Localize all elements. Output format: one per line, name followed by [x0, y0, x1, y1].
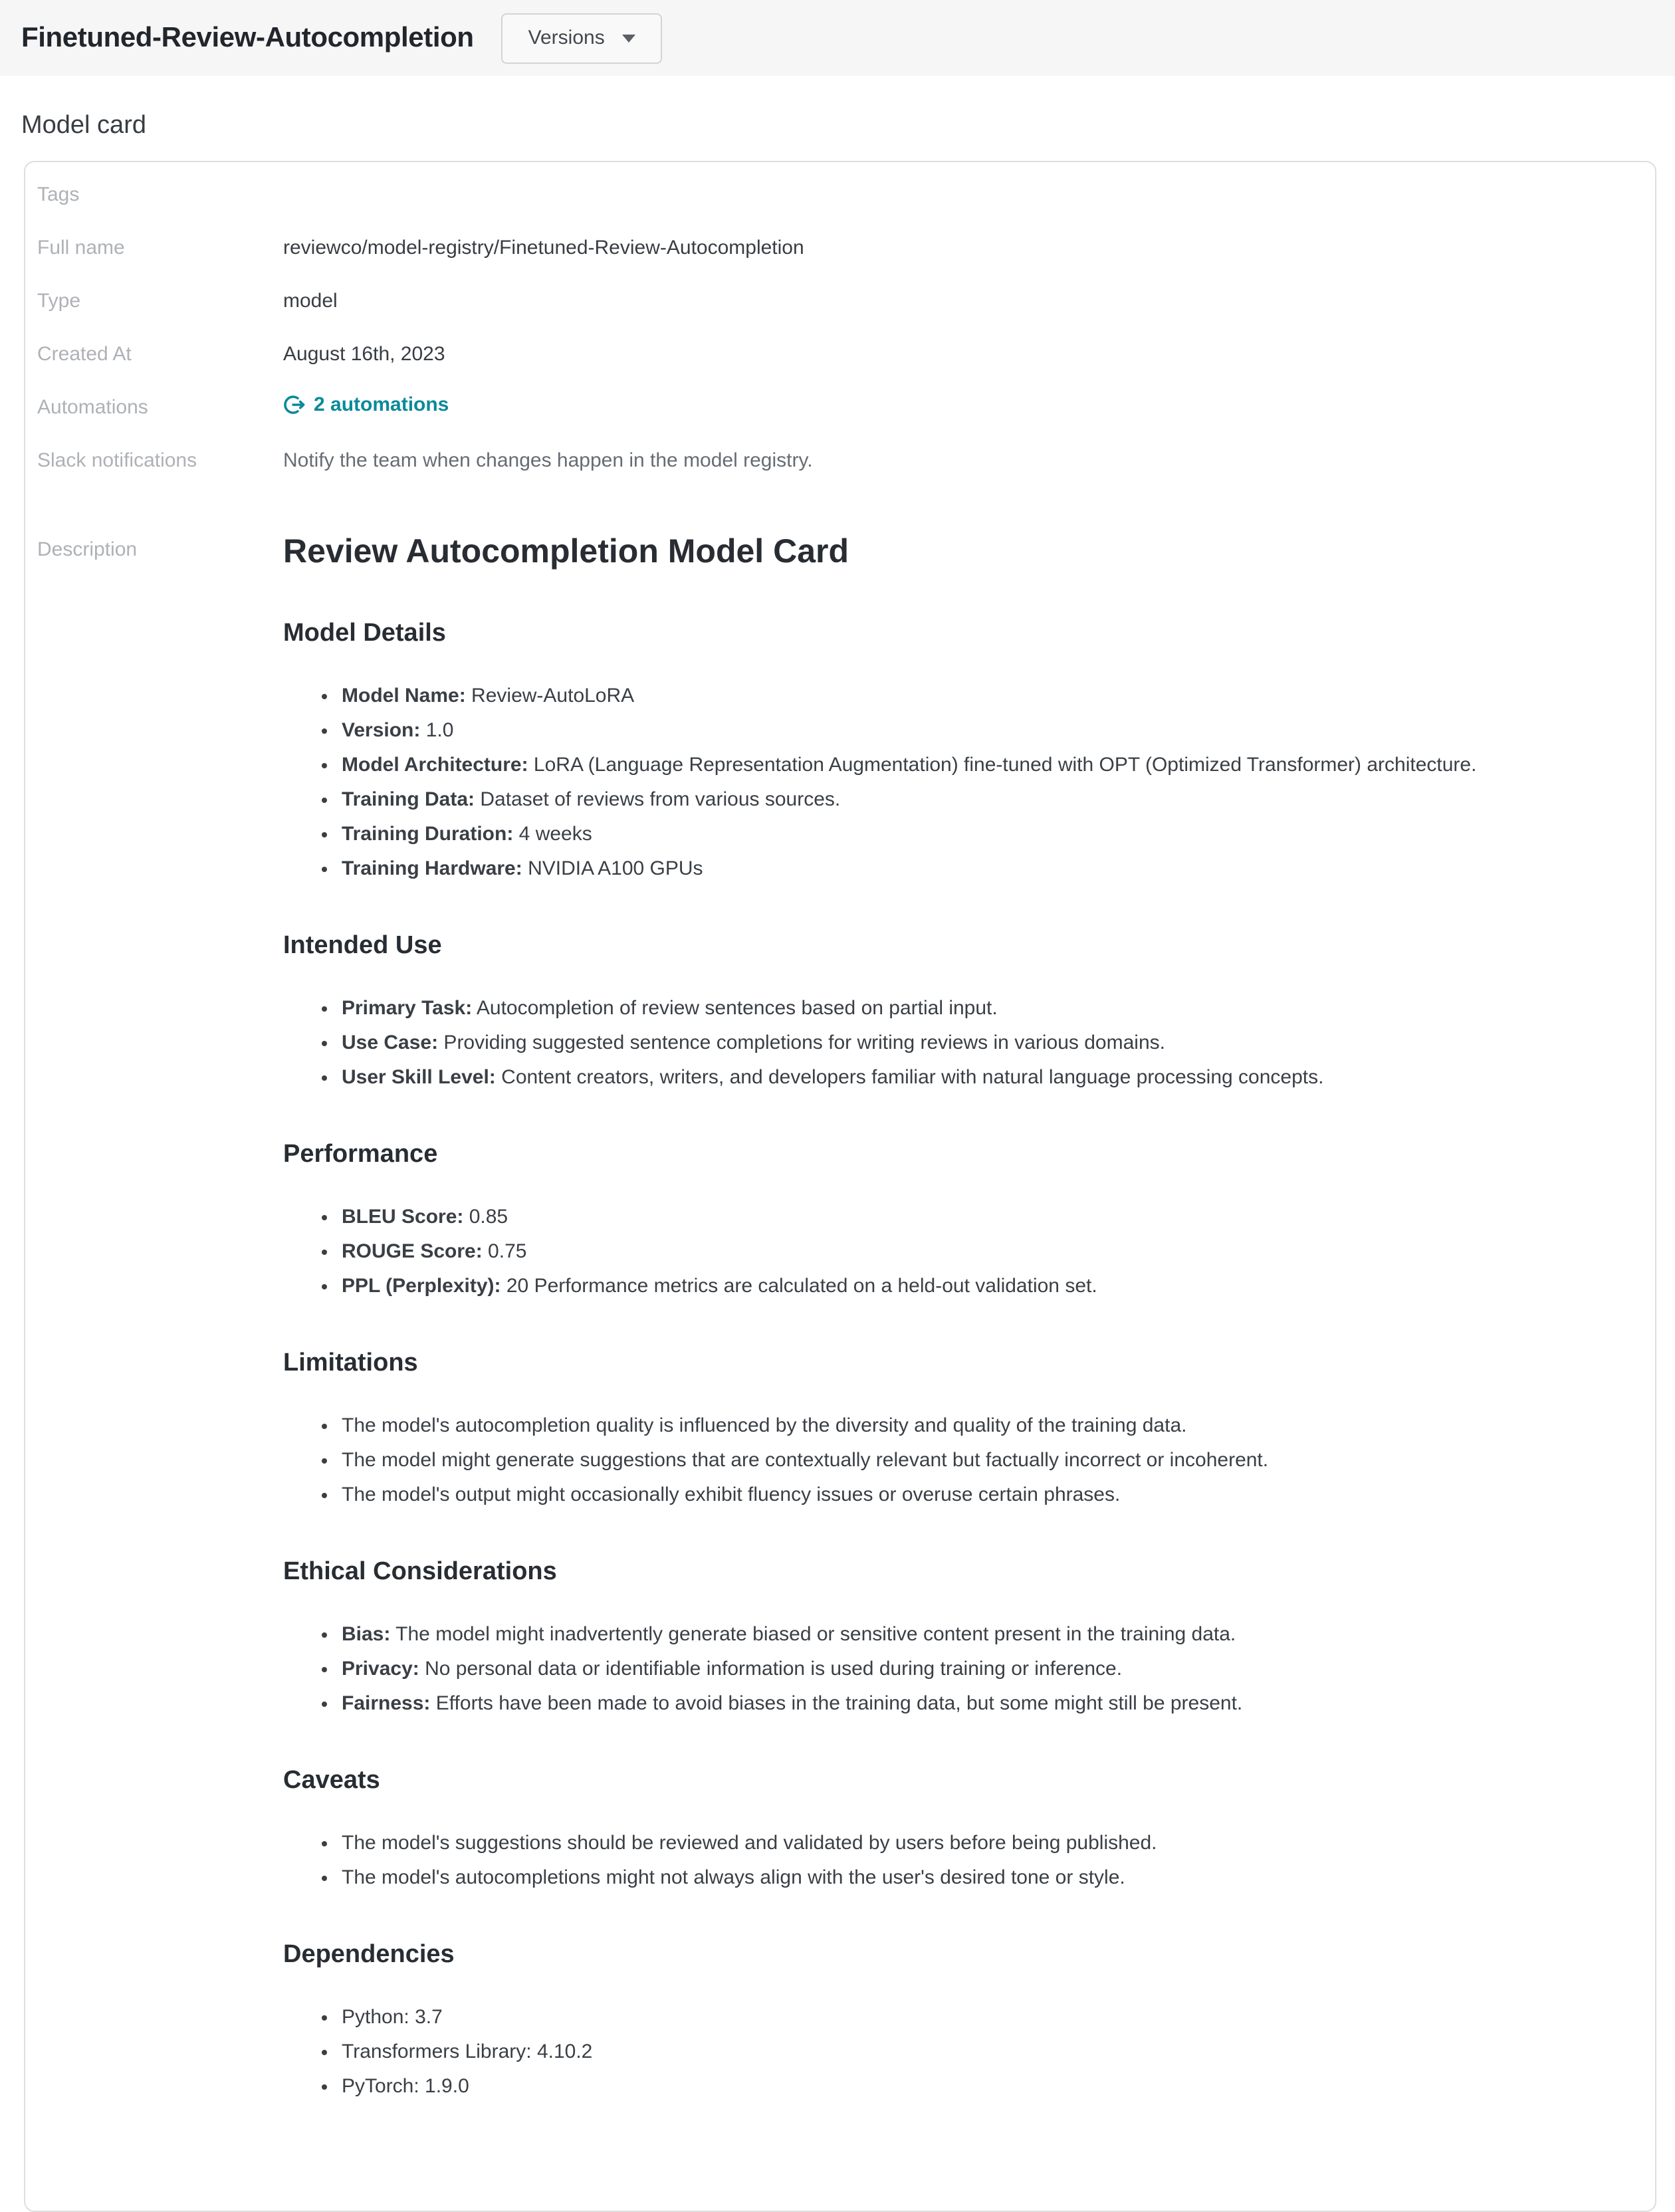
item-text: Providing suggested sentence completions for writing reviews in various domains. — [438, 1032, 1165, 1054]
created-at-label: Created At — [37, 342, 132, 365]
bullet-list — [283, 1200, 1619, 1304]
meta-row-tags — [37, 167, 1619, 221]
item-term: PPL (Perplexity): — [342, 1275, 501, 1297]
list-item — [342, 1618, 1619, 1652]
bullet-list — [283, 1826, 1619, 1896]
item-text: 4 weeks — [513, 823, 592, 845]
item-text: Review-AutoLoRA — [465, 685, 635, 707]
model-card-panel — [24, 161, 1656, 2212]
list-item — [342, 2001, 1619, 2035]
item-term: Model Architecture: — [342, 754, 528, 776]
item-text: Dataset of reviews from various sources. — [475, 788, 841, 811]
description-markdown — [283, 529, 1619, 2104]
item-term: Bias: — [342, 1623, 391, 1646]
md-section-heading: Ethical Considerations — [283, 1558, 557, 1586]
bullet-list — [283, 679, 1619, 887]
md-section-heading: Dependencies — [283, 1941, 455, 1969]
item-term: Fairness: — [342, 1692, 431, 1715]
model-card-section-title: Model card — [21, 112, 146, 140]
slack-value: Notify the team when changes happen in the model registry. — [283, 449, 813, 471]
meta-row-automations — [37, 380, 1619, 433]
item-text: Autocompletion of review sentences based on partial input. — [472, 997, 998, 1020]
item-term: Training Hardware: — [342, 857, 522, 880]
item-text: Python: 3.7 — [342, 2006, 443, 2029]
list-item — [342, 1409, 1619, 1444]
item-text: LoRA (Language Representation Augmentation) fine-tuned with OPT (Optimized Transformer) architecture. — [528, 754, 1477, 776]
automations-link-label: 2 automations — [314, 393, 449, 415]
md-section-model-details — [283, 617, 1619, 887]
item-text: No personal data or identifiable information is used during training or inference. — [419, 1658, 1123, 1680]
meta-row-description — [37, 529, 1619, 2104]
versions-button-label: Versions — [528, 27, 605, 49]
type-value: model — [283, 289, 338, 312]
item-text: Efforts have been made to avoid biases in the training data, but some might still be present. — [430, 1692, 1243, 1715]
item-text: 0.85 — [463, 1206, 508, 1228]
header — [0, 0, 1675, 76]
item-term: Training Data: — [342, 788, 475, 811]
md-section-dependencies — [283, 1938, 1619, 2104]
markdown-title: Review Autocompletion Model Card — [283, 533, 849, 570]
list-item — [342, 1444, 1619, 1478]
created-at-value: August 16th, 2023 — [283, 342, 445, 365]
tags-label: Tags — [37, 183, 80, 205]
md-section-heading: Caveats — [283, 1767, 380, 1795]
item-text: The model's autocompletions might not always align with the user's desired tone or style. — [342, 1866, 1125, 1889]
list-item — [342, 852, 1619, 887]
item-text: NVIDIA A100 GPUs — [522, 857, 703, 880]
list-item — [342, 2070, 1619, 2104]
description-label: Description — [37, 538, 138, 561]
meta-row-type — [37, 274, 1619, 327]
item-text: 20 Performance metrics are calculated on a held-out validation set. — [501, 1275, 1097, 1297]
list-item — [342, 714, 1619, 748]
meta-row-full-name — [37, 221, 1619, 274]
item-term: Version: — [342, 719, 421, 742]
list-item — [342, 2035, 1619, 2070]
meta-row-created-at — [37, 327, 1619, 380]
main-content — [0, 110, 1675, 2212]
list-item — [342, 679, 1619, 714]
item-term: BLEU Score: — [342, 1206, 464, 1228]
item-term: ROUGE Score: — [342, 1240, 483, 1263]
list-item — [342, 748, 1619, 783]
item-term: Use Case: — [342, 1032, 439, 1054]
md-section-heading: Model Details — [283, 619, 446, 647]
list-item — [342, 1270, 1619, 1304]
md-section-limitations — [283, 1347, 1619, 1513]
md-section-heading: Intended Use — [283, 932, 442, 960]
item-text: The model might generate suggestions that are contextually relevant but factually incorrect or incoherent. — [342, 1449, 1269, 1472]
md-section-heading: Limitations — [283, 1349, 418, 1377]
automation-icon — [283, 393, 306, 415]
item-text: PyTorch: 1.9.0 — [342, 2075, 469, 2098]
item-text: The model's suggestions should be reviewed and validated by users before being published. — [342, 1832, 1157, 1854]
list-item — [342, 1235, 1619, 1270]
list-item — [342, 1687, 1619, 1721]
bullet-list — [283, 2001, 1619, 2104]
list-item — [342, 1200, 1619, 1235]
versions-button[interactable] — [502, 13, 662, 63]
chevron-down-icon — [622, 34, 635, 42]
list-item — [342, 818, 1619, 852]
item-term: Primary Task: — [342, 997, 473, 1020]
item-term: User Skill Level: — [342, 1066, 496, 1089]
bullet-list — [283, 1409, 1619, 1513]
item-text: Content creators, writers, and developers familiar with natural language processing concepts. — [495, 1066, 1324, 1089]
list-item — [342, 1826, 1619, 1861]
meta-row-slack-notifications — [37, 433, 1619, 487]
md-section-caveats — [283, 1764, 1619, 1896]
bullet-list — [283, 992, 1619, 1095]
list-item — [342, 1652, 1619, 1687]
list-item — [342, 992, 1619, 1026]
slack-label: Slack notifications — [37, 449, 197, 471]
page-title: Finetuned-Review-Autocompletion — [21, 22, 474, 53]
list-item — [342, 783, 1619, 818]
item-text: 0.75 — [482, 1240, 527, 1263]
bullet-list — [283, 1618, 1619, 1721]
item-term: Model Name: — [342, 685, 466, 707]
item-text: The model might inadvertently generate biased or sensitive content present in the training data. — [390, 1623, 1236, 1646]
list-item — [342, 1861, 1619, 1896]
item-text: The model's autocompletion quality is influenced by the diversity and quality of the training data. — [342, 1414, 1187, 1437]
md-section-heading: Performance — [283, 1141, 438, 1168]
md-section-performance — [283, 1138, 1619, 1304]
item-term: Privacy: — [342, 1658, 419, 1680]
item-text: The model's output might occasionally exhibit fluency issues or overuse certain phrases. — [342, 1484, 1121, 1506]
list-item — [342, 1061, 1619, 1095]
item-text: Transformers Library: 4.10.2 — [342, 2041, 593, 2063]
md-section-intended-use — [283, 929, 1619, 1095]
automations-label: Automations — [37, 395, 148, 418]
type-label: Type — [37, 289, 81, 312]
full-name-value: reviewco/model-registry/Finetuned-Review-Autocompletion — [283, 236, 804, 259]
automations-link[interactable] — [283, 393, 449, 415]
item-term: Training Duration: — [342, 823, 514, 845]
item-text: 1.0 — [420, 719, 454, 742]
md-section-ethical-considerations — [283, 1555, 1619, 1721]
list-item — [342, 1478, 1619, 1513]
full-name-label: Full name — [37, 236, 125, 259]
list-item — [342, 1026, 1619, 1061]
